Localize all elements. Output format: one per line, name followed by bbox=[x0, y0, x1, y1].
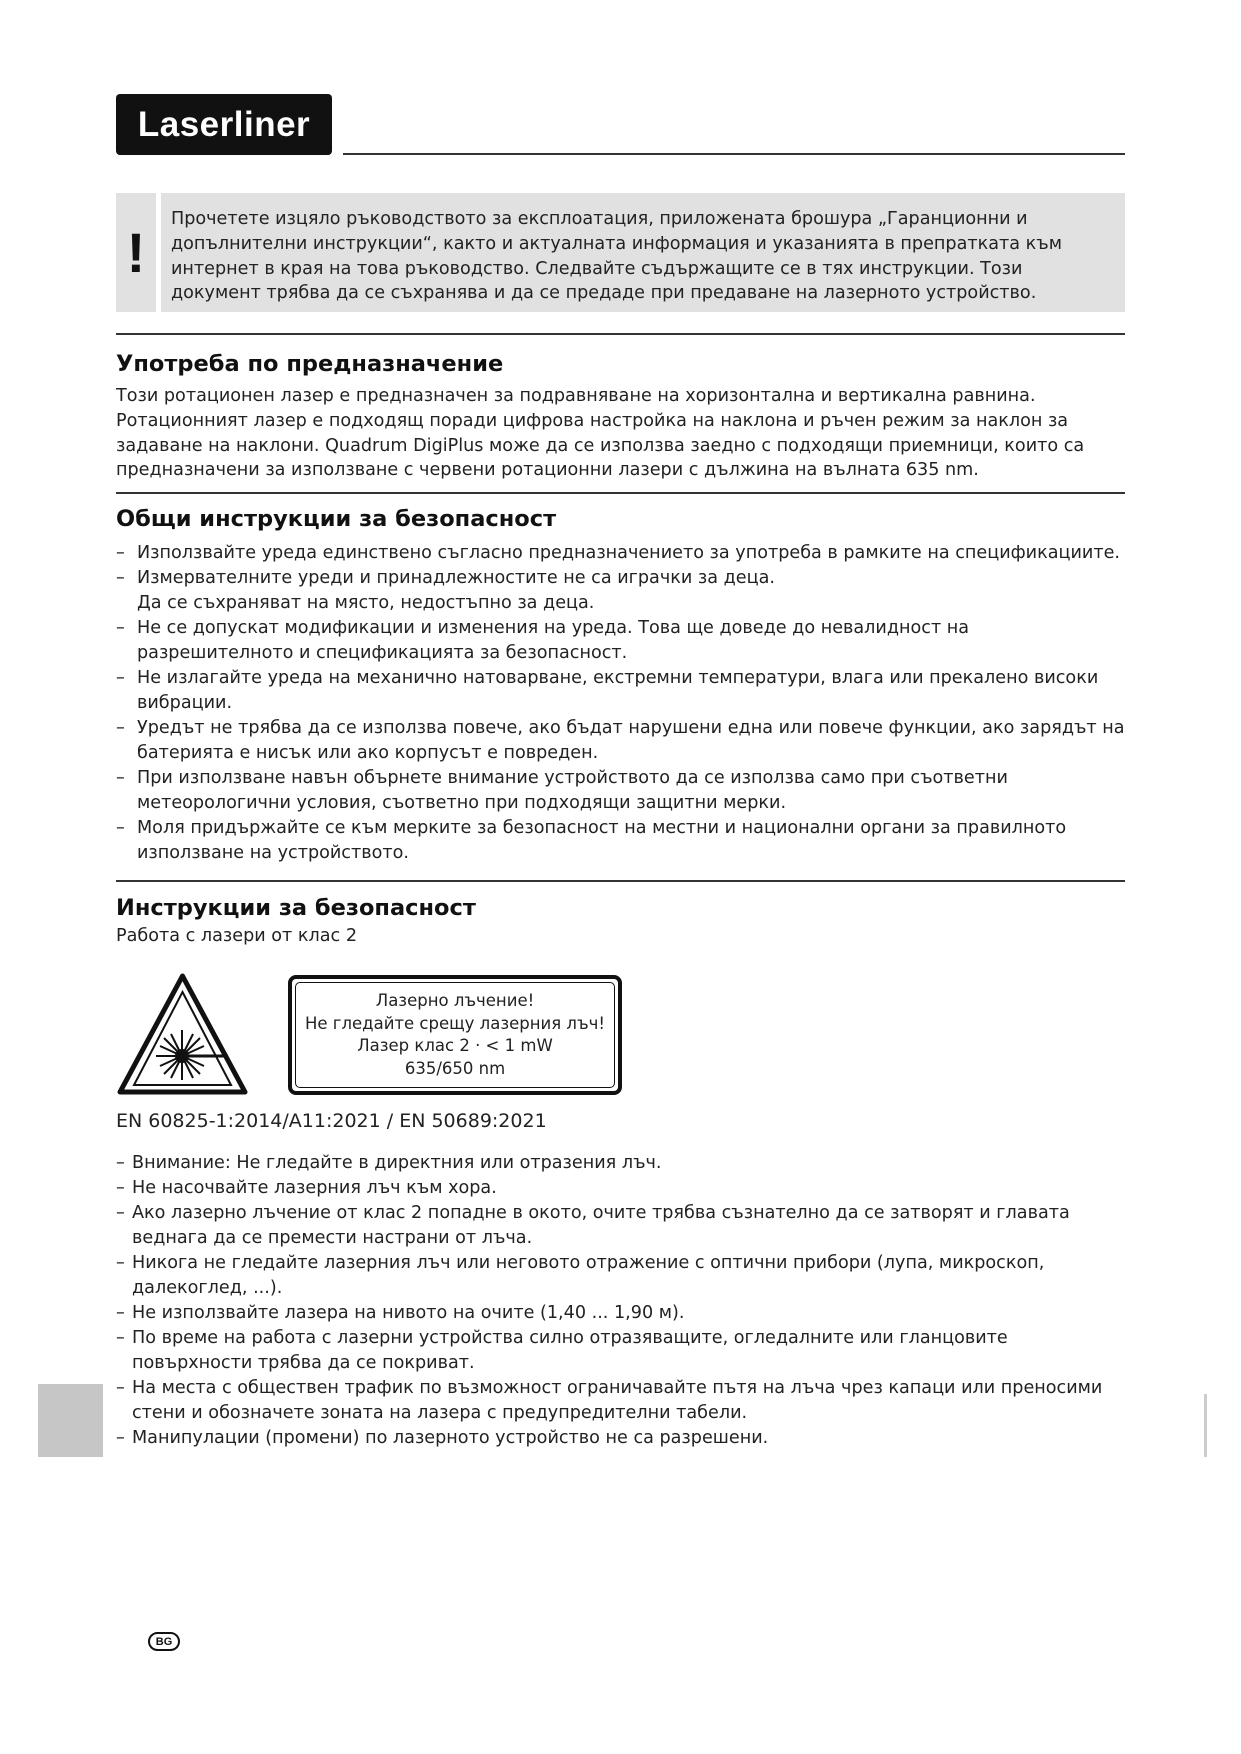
brand-logo: Laserliner bbox=[116, 94, 332, 155]
list-item: – Моля придържайте се към мерките за безопасност на местни и национални органи за правилното използване на устройството. bbox=[116, 816, 1128, 866]
list-item: – На места с обществен трафик по възможност ограничавайте пътя на лъча чрез капаци или преносими стени и обозначете зоната на лазера с предупредителни табели. bbox=[116, 1376, 1128, 1426]
label-line: Лазер клас 2 · < 1 mW bbox=[357, 1036, 553, 1055]
intended-use-title: Употреба по предназначение bbox=[116, 351, 504, 377]
list-item: – Използвайте уреда единствено съгласно предназначението за употреба в рамките на спецификациите. bbox=[116, 541, 1128, 566]
general-safety-list bbox=[116, 541, 1128, 866]
safety-list bbox=[116, 1151, 1128, 1451]
list-item: – Ако лазерно лъчение от клас 2 попадне в окото, очите трябва съзнателно да се затворят и главата веднага да се премести настрани от лъча. bbox=[116, 1201, 1128, 1251]
exclamation-icon: ! bbox=[116, 193, 156, 312]
language-badge: BG bbox=[148, 1632, 180, 1651]
standards-text: EN 60825-1:2014/A11:2021 / EN 50689:2021 bbox=[116, 1110, 547, 1132]
list-item: – Не излагайте уреда на механично натоварване, екстремни температури, влага или прекалено високи вибрации. bbox=[116, 666, 1128, 716]
safety-subtitle: Работа с лазери от клас 2 bbox=[116, 926, 358, 946]
side-tab-marker bbox=[38, 1384, 103, 1457]
section-divider bbox=[116, 333, 1125, 335]
label-line: 635/650 nm bbox=[404, 1058, 506, 1078]
general-safety-title: Общи инструкции за безопасност bbox=[116, 506, 557, 532]
list-item: – Никога не гледайте лазерния лъч или неговото отражение с оптични прибори (лупа, микроскоп, далекоглед, ...). bbox=[116, 1251, 1128, 1301]
safety-title: Инструкции за безопасност bbox=[116, 895, 476, 921]
notice-box bbox=[116, 193, 1125, 312]
section-divider bbox=[116, 880, 1125, 882]
notice-text: Прочетете изцяло ръководството за експлоатация, приложената брошура „Гаранционни и допълнителни инструкции“, както и актуалната информация и указанията в препратката към интернет в края на това ръководство. Следвайте съдържащите се в тях инструкции. Този документ трябва да се съхранява и да се предаде при предаване на лазерното устройство. bbox=[161, 193, 1125, 312]
intended-use-text: Този ротационен лазер е предназначен за подравняване на хоризонтална и вертикална равнина. Ротационният лазер е подходящ поради цифрова настройка на наклона и ръчен режим за наклон за задаване на наклони. Quadrum DigiPlus може да се използва заедно с подходящи приемници, които са предназначени за използване с червени ротационни лазери с дължина на вълната 635 nm. bbox=[116, 386, 1085, 481]
label-line: Лазерно лъчение! bbox=[375, 991, 535, 1010]
list-item: – Внимание: Не гледайте в директния или отразения лъч. bbox=[116, 1151, 1128, 1176]
list-item: – Измервателните уреди и принадлежностите не са играчки за деца. bbox=[116, 566, 1128, 591]
list-item: – Не използвайте лазера на нивото на очите (1,40 ... 1,90 м). bbox=[116, 1301, 1128, 1326]
edge-marker bbox=[1204, 1394, 1207, 1457]
laser-warning-icon bbox=[116, 972, 249, 1097]
list-item: – Манипулации (промени) по лазерното устройство не са разрешени. bbox=[116, 1426, 1128, 1451]
section-divider bbox=[116, 492, 1125, 494]
list-item: – При използване навън обърнете внимание устройството да се използва само при съответни метеорологични условия, съответно при подходящи защитни мерки. bbox=[116, 766, 1128, 816]
label-line: Не гледайте срещу лазерния лъч! bbox=[305, 1013, 605, 1033]
list-item: – По време на работа с лазерни устройства силно отразяващите, огледалните или гланцовите повърхности трябва да се покриват. bbox=[116, 1326, 1128, 1376]
list-item: – Не се допускат модификации и изменения на уреда. Това ще доведе до невалидност на разрешителното и спецификацията за безопасност. bbox=[116, 616, 1128, 666]
list-item: Да се съхраняват на място, недостъпно за деца. bbox=[137, 593, 595, 613]
laser-warning-label bbox=[288, 975, 622, 1095]
list-item: – Не насочвайте лазерния лъч към хора. bbox=[116, 1176, 1128, 1201]
header-rule bbox=[343, 153, 1125, 155]
list-item: – Уредът не трябва да се използва повече, ако бъдат нарушени една или повече функции, ако зарядът на батерията е нисък или ако корпусът е повреден. bbox=[116, 716, 1128, 766]
